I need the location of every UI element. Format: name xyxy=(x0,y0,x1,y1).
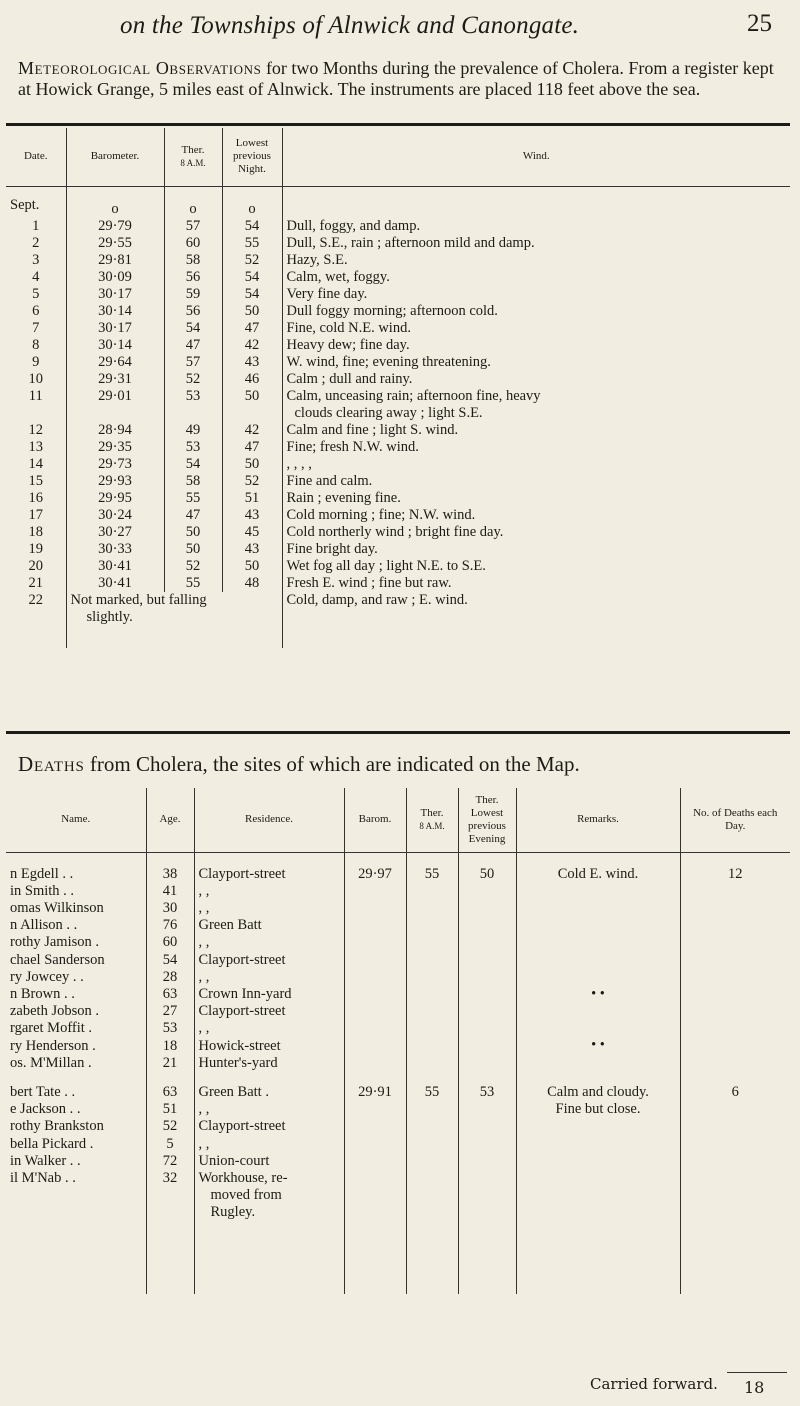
lowest-cell: 50 xyxy=(222,303,282,320)
ther-value: 55 xyxy=(406,1072,458,1294)
date-cell: 10 xyxy=(6,371,66,388)
wind-cell xyxy=(282,507,790,524)
ther-value: 55 xyxy=(406,852,458,1072)
ages-column xyxy=(146,852,194,1072)
col-ther-8am xyxy=(406,788,458,852)
lowest-cell: 52 xyxy=(222,252,282,269)
col-barom: Barom. xyxy=(344,788,406,852)
wind-text: Fine and calm. xyxy=(286,472,373,489)
barometer-cell: 29·79 xyxy=(66,218,164,235)
wind-text: W. wind, fine; evening threatening. xyxy=(286,353,491,370)
weather-row xyxy=(6,439,790,456)
date-cell: 1 xyxy=(6,218,66,235)
person-residence: , , xyxy=(198,882,210,899)
col-residence: Residence. xyxy=(194,788,344,852)
person-residence: Hunter's-yard xyxy=(198,1054,278,1071)
deaths-count: 12 xyxy=(680,852,790,1072)
weather-row xyxy=(6,218,790,235)
person-age: 63 xyxy=(162,985,178,1002)
date-cell: 19 xyxy=(6,541,66,558)
wind-cell xyxy=(282,558,790,575)
date-cell: 16 xyxy=(6,490,66,507)
ther-cell: 55 xyxy=(164,490,222,507)
running-title: on the Townships of Alnwick and Canongate. xyxy=(120,12,580,39)
date-cell: 17 xyxy=(6,507,66,524)
date-cell: 18 xyxy=(6,524,66,541)
wind-text: Hazy, S.E. xyxy=(286,251,348,268)
col-ther-8am-time: 8 A.M. xyxy=(419,820,445,831)
person-name: in Smith . . xyxy=(10,882,75,899)
person-name: os. M'Millan . xyxy=(10,1054,92,1071)
remark-dots: • • xyxy=(591,1036,605,1053)
middle-rule xyxy=(6,731,790,734)
wind-text: Very fine day. xyxy=(286,285,368,302)
wind-cell xyxy=(282,354,790,371)
person-residence: , , xyxy=(198,1135,210,1152)
ther-cell: 50 xyxy=(164,524,222,541)
date-cell: 2 xyxy=(6,235,66,252)
wind-text: Calm, unceasing rain; afternoon fine, heavy xyxy=(286,387,541,404)
lowest-cell: 43 xyxy=(222,354,282,371)
ther-cell: 47 xyxy=(164,507,222,524)
person-age: 52 xyxy=(162,1118,178,1135)
wind-text: Wet fog all day ; light N.E. to S.E. xyxy=(286,557,486,574)
note-text: Not marked, but falling xyxy=(70,591,207,608)
lowest-cell: 46 xyxy=(222,371,282,388)
date-cell: 9 xyxy=(6,354,66,371)
col-remarks: Remarks. xyxy=(516,788,680,852)
person-name: il M'Nab . . xyxy=(10,1169,76,1186)
person-name: n Egdell . . xyxy=(10,865,74,882)
lowest-cell: 43 xyxy=(222,507,282,524)
month-label: Sept. xyxy=(6,186,66,218)
death-group-2 xyxy=(6,1072,790,1294)
barometer-cell: 30·41 xyxy=(66,558,164,575)
barom-value: 29·97 xyxy=(344,852,406,1072)
degree-mark: o xyxy=(164,186,222,218)
intro-paragraph xyxy=(18,58,788,100)
barometer-cell: 30·14 xyxy=(66,303,164,320)
col-ther-time: 8 A.M. xyxy=(180,157,206,168)
person-residence: , , xyxy=(198,968,210,985)
wind-text: Cold northerly wind ; bright fine day. xyxy=(286,523,504,540)
lowest-cell: 50 xyxy=(222,558,282,575)
weather-row xyxy=(6,320,790,337)
person-age: 76 xyxy=(162,917,178,934)
wind-text: Dull, foggy, and damp. xyxy=(286,217,421,234)
intro-lead: Meteorological Observations xyxy=(18,58,262,78)
weather-row xyxy=(6,507,790,524)
person-age: 60 xyxy=(162,934,178,951)
deaths-count: 6 xyxy=(680,1072,790,1294)
weather-row xyxy=(6,388,790,422)
weather-row xyxy=(6,575,790,592)
wind-cell xyxy=(282,473,790,490)
wind-text: Calm, wet, foggy. xyxy=(286,268,390,285)
ther-cell: 49 xyxy=(164,422,222,439)
wind-cell xyxy=(282,524,790,541)
person-residence: Clayport-street xyxy=(198,1003,286,1020)
date-cell: 5 xyxy=(6,286,66,303)
note-text-cont: slightly. xyxy=(86,608,133,625)
barometer-cell: 29·64 xyxy=(66,354,164,371)
death-group-1 xyxy=(6,852,790,1072)
ther-cell: 60 xyxy=(164,235,222,252)
ther-cell: 53 xyxy=(164,439,222,456)
date-cell: 14 xyxy=(6,456,66,473)
top-rule xyxy=(6,123,790,126)
wind-cell xyxy=(282,575,790,592)
residence-column xyxy=(194,852,344,1072)
barometer-cell: 30·14 xyxy=(66,337,164,354)
person-name: ry Jowcey . . xyxy=(10,968,84,985)
person-age: 72 xyxy=(162,1152,178,1169)
ther-cell: 54 xyxy=(164,456,222,473)
person-name: n Brown . . xyxy=(10,985,75,1002)
wind-text: Dull foggy morning; afternoon cold. xyxy=(286,302,498,319)
person-age: 63 xyxy=(162,1083,178,1100)
col-deaths-count: No. of Deaths each Day. xyxy=(680,788,790,852)
barometer-cell: 30·09 xyxy=(66,269,164,286)
ther-cell: 53 xyxy=(164,388,222,422)
person-residence: Clayport-street xyxy=(198,951,286,968)
wind-cell xyxy=(282,388,790,422)
person-age: 30 xyxy=(162,899,178,916)
person-name: bert Tate . . xyxy=(10,1083,76,1100)
date-cell: 22 xyxy=(6,592,66,648)
carried-forward: Carried forward. xyxy=(590,1375,718,1393)
person-residence: , , xyxy=(198,1101,210,1118)
degree-mark: o xyxy=(66,186,164,218)
person-residence: , , xyxy=(198,934,210,951)
lowest-cell: 50 xyxy=(222,388,282,422)
lowest-cell: 48 xyxy=(222,575,282,592)
barom-value: 29·91 xyxy=(344,1072,406,1294)
intro-text: for two Months during the prevalence of Cholera. From a register kept at Howick Grange, 5 miles east of Alnwick. The instruments are placed 118 feet above the sea. xyxy=(18,58,774,99)
col-age: Age. xyxy=(146,788,194,852)
weather-row xyxy=(6,303,790,320)
weather-row xyxy=(6,473,790,490)
col-ther-label: Ther. xyxy=(181,143,205,156)
col-ther xyxy=(164,128,222,186)
weather-row xyxy=(6,235,790,252)
ther-cell: 56 xyxy=(164,303,222,320)
person-residence: Workhouse, re- xyxy=(198,1169,288,1186)
lowest-cell: 43 xyxy=(222,541,282,558)
col-ther-8am-label: Ther. xyxy=(420,806,444,819)
person-residence-cont: moved from xyxy=(210,1187,282,1204)
person-residence: Green Batt . xyxy=(198,1083,269,1100)
lowest-cell: 52 xyxy=(222,473,282,490)
ther-cell: 58 xyxy=(164,252,222,269)
barometer-cell: 30·27 xyxy=(66,524,164,541)
person-residence: Howick-street xyxy=(198,1037,281,1054)
note-cell xyxy=(66,592,282,648)
weather-row xyxy=(6,456,790,473)
residence-column xyxy=(194,1072,344,1294)
weather-row xyxy=(6,422,790,439)
weather-row xyxy=(6,592,790,648)
wind-text: Heavy dew; fine day. xyxy=(286,336,410,353)
barometer-cell: 29·01 xyxy=(66,388,164,422)
wind-cell xyxy=(282,286,790,303)
weather-row xyxy=(6,354,790,371)
date-cell: 3 xyxy=(6,252,66,269)
barometer-cell: 29·31 xyxy=(66,371,164,388)
person-age: 28 xyxy=(162,968,178,985)
barometer-cell: 29·81 xyxy=(66,252,164,269)
names-column xyxy=(6,1072,146,1294)
deaths-heading xyxy=(18,752,580,777)
weather-row xyxy=(6,524,790,541)
wind-text-cont: clouds clearing away ; light S.E. xyxy=(294,404,483,421)
weather-row xyxy=(6,490,790,507)
wind-cell xyxy=(282,456,790,473)
barometer-cell: 29·93 xyxy=(66,473,164,490)
wind-cell xyxy=(282,269,790,286)
person-name: rgaret Moffit . xyxy=(10,1020,93,1037)
ages-column xyxy=(146,1072,194,1294)
person-age: 38 xyxy=(162,865,178,882)
barometer-cell: 29·73 xyxy=(66,456,164,473)
lowest-value: 50 xyxy=(458,852,516,1072)
person-residence: Clayport-street xyxy=(198,1118,286,1135)
ther-cell: 54 xyxy=(164,320,222,337)
deaths-heading-lead: Deaths xyxy=(18,752,85,776)
date-cell: 4 xyxy=(6,269,66,286)
person-age: 27 xyxy=(162,1003,178,1020)
weather-table xyxy=(6,128,790,648)
wind-cell xyxy=(282,541,790,558)
person-age: 41 xyxy=(162,882,178,899)
col-date: Date. xyxy=(6,128,66,186)
barometer-cell: 29·35 xyxy=(66,439,164,456)
barometer-cell: 29·55 xyxy=(66,235,164,252)
total-rule xyxy=(727,1372,787,1373)
date-cell: 15 xyxy=(6,473,66,490)
weather-row xyxy=(6,558,790,575)
wind-cell xyxy=(282,490,790,507)
wind-text: Calm ; dull and rainy. xyxy=(286,370,413,387)
wind-cell xyxy=(282,218,790,235)
person-age: 18 xyxy=(162,1037,178,1054)
person-name: bella Pickard . xyxy=(10,1135,94,1152)
remark-text: Cold E. wind. xyxy=(557,865,639,882)
wind-cell: Cold, damp, and raw ; E. wind. xyxy=(282,592,790,648)
wind-text: Rain ; evening fine. xyxy=(286,489,401,506)
person-name: chael Sanderson xyxy=(10,951,105,968)
lowest-cell: 54 xyxy=(222,269,282,286)
deaths-table xyxy=(6,788,790,1294)
date-cell: 12 xyxy=(6,422,66,439)
weather-row xyxy=(6,252,790,269)
date-cell: 8 xyxy=(6,337,66,354)
date-cell: 11 xyxy=(6,388,66,422)
person-residence-cont: Rugley. xyxy=(210,1204,256,1221)
ther-cell: 47 xyxy=(164,337,222,354)
lowest-cell: 45 xyxy=(222,524,282,541)
date-cell: 7 xyxy=(6,320,66,337)
lowest-value: 53 xyxy=(458,1072,516,1294)
remark-text: Fine but close. xyxy=(555,1101,641,1118)
deaths-total: 18 xyxy=(744,1378,765,1397)
remark-text: Calm and cloudy. xyxy=(547,1083,649,1100)
remarks-cell xyxy=(516,1072,680,1294)
weather-row xyxy=(6,286,790,303)
wind-text: Calm and fine ; light S. wind. xyxy=(286,421,459,438)
lowest-cell: 47 xyxy=(222,439,282,456)
person-age: 21 xyxy=(162,1054,178,1071)
wind-cell xyxy=(282,320,790,337)
ther-cell: 59 xyxy=(164,286,222,303)
date-cell: 21 xyxy=(6,575,66,592)
remarks-cell xyxy=(516,852,680,1072)
ther-cell: 50 xyxy=(164,541,222,558)
person-name: in Walker . . xyxy=(10,1152,81,1169)
lowest-cell: 54 xyxy=(222,286,282,303)
person-age: 32 xyxy=(162,1169,178,1186)
lowest-cell: 47 xyxy=(222,320,282,337)
barometer-cell: 30·17 xyxy=(66,320,164,337)
col-name: Name. xyxy=(6,788,146,852)
person-name: n Allison . . xyxy=(10,917,78,934)
barometer-cell: 30·24 xyxy=(66,507,164,524)
lowest-cell: 54 xyxy=(222,218,282,235)
barometer-cell: 30·41 xyxy=(66,575,164,592)
person-residence: Union-court xyxy=(198,1152,270,1169)
wind-text: , , , , xyxy=(286,455,312,472)
weather-row xyxy=(6,371,790,388)
col-ther-lowest: Ther. Lowest previous Evening xyxy=(458,788,516,852)
col-wind: Wind. xyxy=(282,128,790,186)
date-cell: 13 xyxy=(6,439,66,456)
wind-cell xyxy=(282,422,790,439)
wind-cell xyxy=(282,439,790,456)
weather-row xyxy=(6,541,790,558)
lowest-cell: 42 xyxy=(222,422,282,439)
person-residence: , , xyxy=(198,1020,210,1037)
weather-row xyxy=(6,337,790,354)
wind-cell xyxy=(282,303,790,320)
barometer-cell: 29·95 xyxy=(66,490,164,507)
page-header xyxy=(0,6,800,42)
person-age: 53 xyxy=(162,1020,178,1037)
person-residence: Clayport-street xyxy=(198,865,286,882)
ther-cell: 57 xyxy=(164,218,222,235)
ther-cell: 56 xyxy=(164,269,222,286)
lowest-cell: 51 xyxy=(222,490,282,507)
person-name: zabeth Jobson . xyxy=(10,1003,99,1020)
person-name: rothy Jamison . xyxy=(10,934,100,951)
page-number: 25 xyxy=(747,10,772,37)
person-name: rothy Brankston xyxy=(10,1118,104,1135)
weather-row xyxy=(6,269,790,286)
person-residence: , , xyxy=(198,899,210,916)
lowest-cell: 50 xyxy=(222,456,282,473)
barometer-cell: 30·17 xyxy=(66,286,164,303)
wind-text: Cold morning ; fine; N.W. wind. xyxy=(286,506,476,523)
lowest-cell: 55 xyxy=(222,235,282,252)
person-name: ry Henderson . xyxy=(10,1037,96,1054)
wind-cell xyxy=(282,252,790,269)
wind-cell xyxy=(282,235,790,252)
person-age: 54 xyxy=(162,951,178,968)
person-residence: Crown Inn-yard xyxy=(198,985,292,1002)
barometer-cell: 30·33 xyxy=(66,541,164,558)
lowest-cell: 42 xyxy=(222,337,282,354)
wind-text: Fresh E. wind ; fine but raw. xyxy=(286,574,452,591)
wind-cell xyxy=(282,337,790,354)
date-cell: 20 xyxy=(6,558,66,575)
names-column xyxy=(6,852,146,1072)
wind-cell xyxy=(282,371,790,388)
remark-dots: • • xyxy=(591,985,605,1002)
person-residence: Green Batt xyxy=(198,917,262,934)
wind-text: Fine, cold N.E. wind. xyxy=(286,319,411,336)
deaths-heading-text: from Cholera, the sites of which are indicated on the Map. xyxy=(84,752,580,776)
person-age: 5 xyxy=(166,1135,174,1152)
date-cell: 6 xyxy=(6,303,66,320)
ther-cell: 58 xyxy=(164,473,222,490)
wind-text: Dull, S.E., rain ; afternoon mild and damp. xyxy=(286,234,535,251)
degree-mark: o xyxy=(222,186,282,218)
person-name: omas Wilkinson xyxy=(10,899,104,916)
ther-cell: 52 xyxy=(164,371,222,388)
col-lowest: Lowest previous Night. xyxy=(222,128,282,186)
ther-cell: 57 xyxy=(164,354,222,371)
wind-text: Fine; fresh N.W. wind. xyxy=(286,438,419,455)
ther-cell: 52 xyxy=(164,558,222,575)
wind-text: Fine bright day. xyxy=(286,540,378,557)
barometer-cell: 28·94 xyxy=(66,422,164,439)
ther-cell: 55 xyxy=(164,575,222,592)
col-barometer: Barometer. xyxy=(66,128,164,186)
person-age: 51 xyxy=(162,1101,178,1118)
person-name: e Jackson . . xyxy=(10,1101,81,1118)
